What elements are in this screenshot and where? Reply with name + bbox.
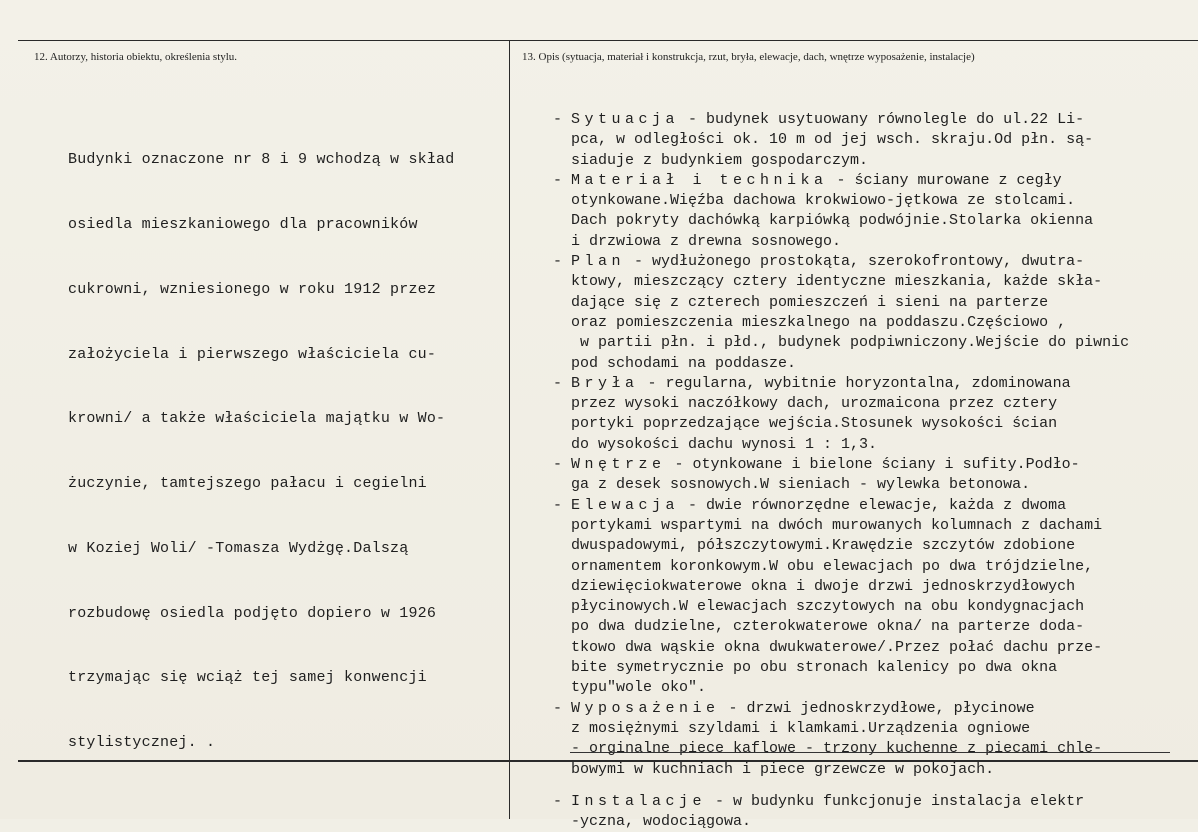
- entry-first-line: - budynek usytuowany równolegle do ul.22 Li-: [679, 111, 1085, 128]
- entry-lead: Wnętrze: [571, 456, 666, 474]
- entry-material: - Materiał i technika - ściany murowane z cegły otynkowane.Więźba dachowa krokwiowo-jętkowa ze stolcami. Dach pokryty dachówką karpiówką podwójnie.Stolarka okienna i drzwiowa z drewna sosnowego.: [553, 171, 1094, 250]
- entry-first-line: - dwie równorzędne elewacje, każda z dwoma: [679, 496, 1067, 514]
- column-divider: [509, 40, 510, 819]
- entry-lead: Plan: [571, 253, 626, 271]
- entry-instalacje: - Instalacje - w budynku funkcjonuje instalacja elektr -yczna, wodociągowa.: [553, 792, 1085, 831]
- section-12-body: [68, 106, 498, 797]
- entry-text: -yczna, wodociągowa.: [571, 813, 752, 831]
- entry-first-line: - w budynku funkcjonuje instalacja elektr: [706, 792, 1085, 810]
- body-line: cukrowni, wzniesionego w roku 1912 przez: [68, 280, 437, 298]
- entry-first-line: - regularna, wybitnie horyzontalna, zdominowana: [638, 374, 1071, 392]
- entry-sytuacja: - Sytuacja - budynek usytuowany równolegle do ul.22 Li- pca, w odległości ok. 10 m od jej wsch. skraju.Od płn. są- siaduje z budynkiem gospodarczym.: [553, 111, 1094, 169]
- entry-plan: - Plan - wydłużonego prostokąta, szerokofrontowy, dwutra- ktowy, mieszczący cztery identyczne mieszkania, każde skła- dające się z czterech pomieszczeń i sieni na parterze oraz pomieszczenia mieszkalnego na poddaszu.Częściowo , w partii płn. i płd., budynek podpiwniczony.Wejście do piwnic pod schodami na poddasze.: [553, 253, 1130, 372]
- entry-lead: Wyposażenie: [571, 699, 720, 717]
- strike-through-line: [570, 752, 1170, 753]
- entry-lead: Sytuacja: [571, 111, 680, 128]
- entry-text: portykami wspartymi na dwóch murowanych kolumnach z dachami dwuspadowymi, półszczytowymi.Krawędzie szczytów zdobione ornamentem koronkowym.W obu elewacjach po dwa trójdzielne, dziewięciokwaterowe okna i dwoje drzwi jednoskrzydłowych płycinowych.W elewacjach szczytowych na obu kondygnacjach po dwa dudzielne, czterokwaterowe okna/ na parterze doda- tkowo dwa wąskie okna dwukwaterowe/.Przez połać dachu prze- bite symetrycznie po obu stronach kalenicy po dwa okna typu"wole oko".: [571, 516, 1103, 697]
- entry-wnetrze: - Wnętrze - otynkowane i bielone ściany i sufity.Podło- ga z desek sosnowych.W sieniach - wylewka betonowa.: [553, 456, 1080, 494]
- body-line: krowni/ a także właściciela majątku w Wo-: [68, 410, 446, 428]
- body-line: osiedla mieszkaniowego dla pracowników: [68, 215, 418, 233]
- entry-text: pca, w odległości ok. 10 m od jej wsch. skraju.Od płn. są- siaduje z budynkiem gospodarczym.: [571, 131, 1094, 169]
- entry-text: z mosiężnymi szyldami i klamkami.Urządzenia ogniowe - orginalne piece kaflowe - trzony kuchenne z piecami chle- bowymi w kuchniach i piece grzewcze w pokojach.: [571, 719, 1103, 778]
- section-13-body: [553, 110, 1198, 832]
- body-line: rozbudowę osiedla podjęto dopiero w 1926: [68, 604, 437, 622]
- entry-bryla: - Bryła - regularna, wybitnie horyzontalna, zdominowana przez wysoki naczółkowy dach, urozmaicona przez cztery portyki poprzedzające wejścia.Stosunek wysokości ścian do wysokości dachu wynosi 1 : 1,3.: [553, 374, 1071, 453]
- entry-text: ga z desek sosnowych.W sieniach - wylewka betonowa.: [571, 476, 1031, 494]
- entry-first-line: - drzwi jednoskrzydłowe, płycinowe: [719, 699, 1035, 717]
- body-line: założyciela i pierwszego właściciela cu-: [68, 345, 437, 363]
- entry-lead: Materiał i technika: [571, 171, 828, 189]
- entry-first-line: - otynkowane i bielone ściany i sufity.Podło-: [665, 456, 1080, 474]
- entry-first-line: - wydłużonego prostokąta, szerokofrontowy, dwutra-: [625, 253, 1085, 271]
- entry-lead: Elewacja: [571, 496, 680, 514]
- entry-text: ktowy, mieszczący cztery identyczne mieszkania, każde skła- dające się z czterech pomieszczeń i sieni na parterze oraz pomieszczenia mieszkalnego na poddaszu.Częściowo , w partii płn. i płd., budynek podpiwniczony.Wejście do piwnic pod schodami na poddasze.: [571, 273, 1130, 372]
- body-line: w Koziej Woli/ -Tomasza Wydżgę.Dalszą: [68, 539, 409, 557]
- entry-wyposazenie: - Wyposażenie - drzwi jednoskrzydłowe, płycinowe z mosiężnymi szyldami i klamkami.Urządzenia ogniowe - orginalne piece kaflowe - trzony kuchenne z piecami chle- bowymi w kuchniach i piece grzewcze w pokojach.: [553, 699, 1103, 778]
- entry-first-line: - ściany murowane z cegły: [827, 171, 1062, 189]
- entry-text: przez wysoki naczółkowy dach, urozmaicona przez cztery portyki poprzedzające wejścia.Stosunek wysokości ścian do wysokości dachu wynosi 1 : 1,3.: [571, 395, 1058, 453]
- body-line: Budynki oznaczone nr 8 i 9 wchodzą w skład: [68, 151, 455, 169]
- entry-text: otynkowane.Więźba dachowa krokwiowo-jętkowa ze stolcami. Dach pokryty dachówką karpiówką podwójnie.Stolarka okienna i drzwiowa z drewna sosnowego.: [571, 192, 1094, 250]
- section-13-title: 13. Opis (sytuacja, materiał i konstrukcja, rzut, bryła, elewacje, dach, wnętrze wyposażenie, instalacje): [522, 51, 975, 63]
- section-12-title: 12. Autorzy, historia obiektu, określenia stylu.: [34, 51, 238, 63]
- body-line: stylistycznej. .: [68, 734, 216, 752]
- body-line: żuczynie, tamtejszego pałacu i cegielni: [68, 475, 427, 493]
- entry-lead: Bryła: [571, 374, 639, 392]
- body-line: trzymając się wciąż tej samej konwencji: [68, 669, 427, 687]
- entry-elewacja: - Elewacja - dwie równorzędne elewacje, każda z dwoma portykami wspartymi na dwóch murowanych kolumnach z dachami dwuspadowymi, półszczytowymi.Krawędzie szczytów zdobione ornamentem koronkowym.W obu elewacjach po dwa trójdzielne, dziewięciokwaterowe okna i dwoje drzwi jednoskrzydłowych płycinowych.W elewacjach szczytowych na obu kondygnacjach po dwa dudzielne, czterokwaterowe okna/ na parterze doda- tkowo dwa wąskie okna dwukwaterowe/.Przez połać dachu prze- bite symetrycznie po obu stronach kalenicy po dwa okna typu"wole oko".: [553, 496, 1103, 697]
- entry-lead: Instalacje: [571, 792, 707, 810]
- top-rule: [18, 40, 1198, 41]
